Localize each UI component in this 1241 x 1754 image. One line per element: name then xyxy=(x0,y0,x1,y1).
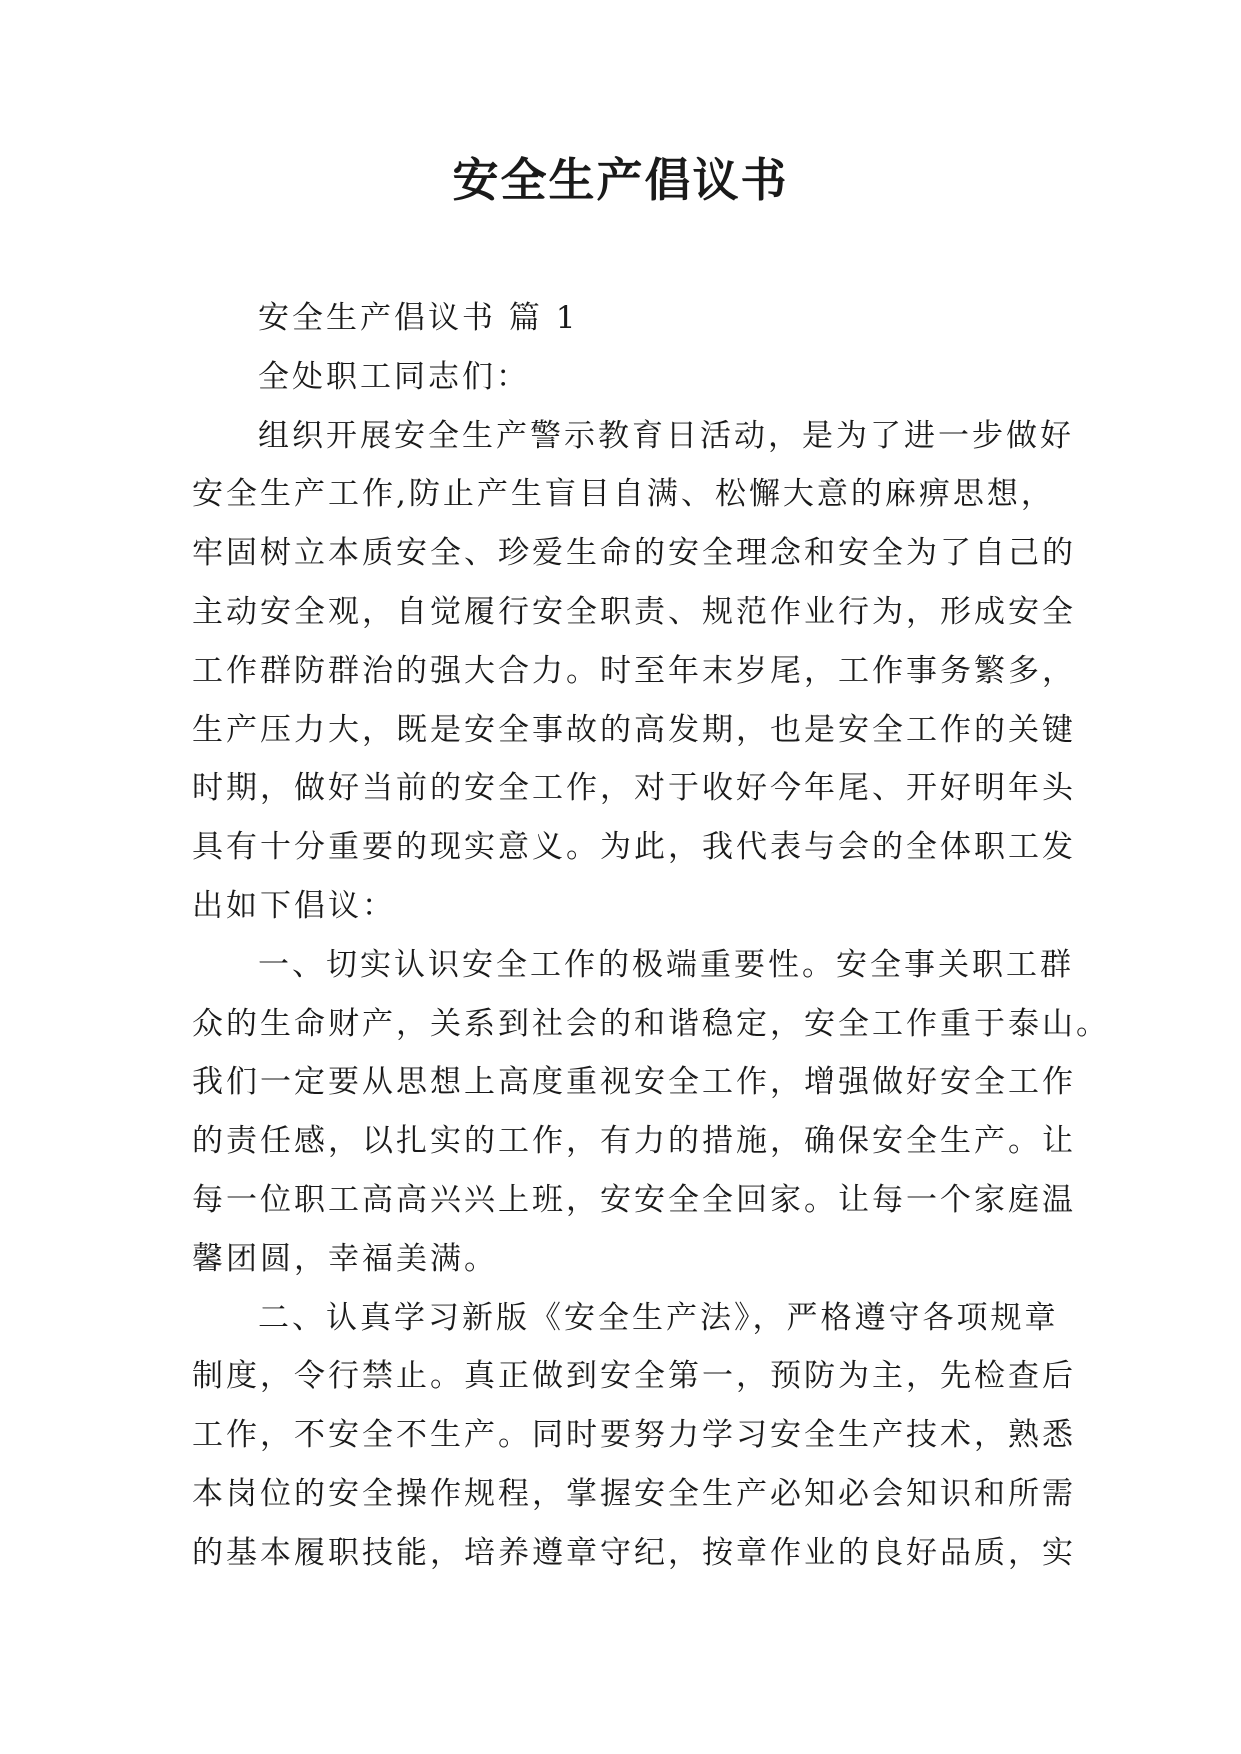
paragraph-line: 出如下倡议： xyxy=(192,887,396,924)
paragraph-line: 我们一定要从思想上高度重视安全工作，增强做好安全工作 xyxy=(192,1064,1076,1101)
paragraph-line: 工作群防群治的强大合力。时至年末岁尾，工作事务繁多， xyxy=(192,652,1076,689)
paragraph-line: 馨团圆，幸福美满。 xyxy=(192,1240,498,1277)
paragraph-line: 一、切实认识安全工作的极端重要性。安全事关职工群 xyxy=(258,946,1074,983)
document-title: 安全生产倡议书 xyxy=(452,153,789,207)
paragraph-line: 工作，不安全不生产。同时要努力学习安全生产技术，熟悉 xyxy=(192,1417,1076,1454)
paragraph-line: 众的生命财产，关系到社会的和谐稳定，安全工作重于泰山。 xyxy=(192,1005,1110,1042)
paragraph-line: 安全生产工作,防止产生盲目自满、松懈大意的麻痹思想， xyxy=(192,476,1055,513)
document-body xyxy=(192,289,1110,1583)
salutation: 全处职工同志们： xyxy=(258,358,530,395)
paragraph-line: 组织开展安全生产警示教育日活动，是为了进一步做好 xyxy=(258,417,1074,454)
paragraph-line: 牢固树立本质安全、珍爱生命的安全理念和安全为了自己的 xyxy=(192,535,1076,572)
paragraph-line: 具有十分重要的现实意义。为此，我代表与会的全体职工发 xyxy=(192,829,1076,866)
paragraph-line: 本岗位的安全操作规程，掌握安全生产必知必会知识和所需 xyxy=(192,1475,1076,1512)
paragraph-line: 时期，做好当前的安全工作，对于收好今年尾、开好明年头 xyxy=(192,770,1076,807)
paragraph-line: 二、认真学习新版《安全生产法》，严格遵守各项规章 xyxy=(258,1299,1059,1336)
paragraph-line: 的责任感，以扎实的工作，有力的措施，确保安全生产。让 xyxy=(192,1123,1076,1160)
paragraph-line: 的基本履职技能，培养遵章守纪，按章作业的良好品质，实 xyxy=(192,1534,1076,1571)
paragraph-line: 每一位职工高高兴兴上班，安安全全回家。让每一个家庭温 xyxy=(192,1181,1076,1218)
paragraph-line: 制度，令行禁止。真正做到安全第一，预防为主，先检查后 xyxy=(192,1358,1076,1395)
section-heading: 安全生产倡议书 篇 1 xyxy=(258,300,579,336)
paragraph-line: 生产压力大，既是安全事故的高发期，也是安全工作的关键 xyxy=(192,711,1076,748)
paragraph-line: 主动安全观，自觉履行安全职责、规范作业行为，形成安全 xyxy=(192,593,1076,630)
